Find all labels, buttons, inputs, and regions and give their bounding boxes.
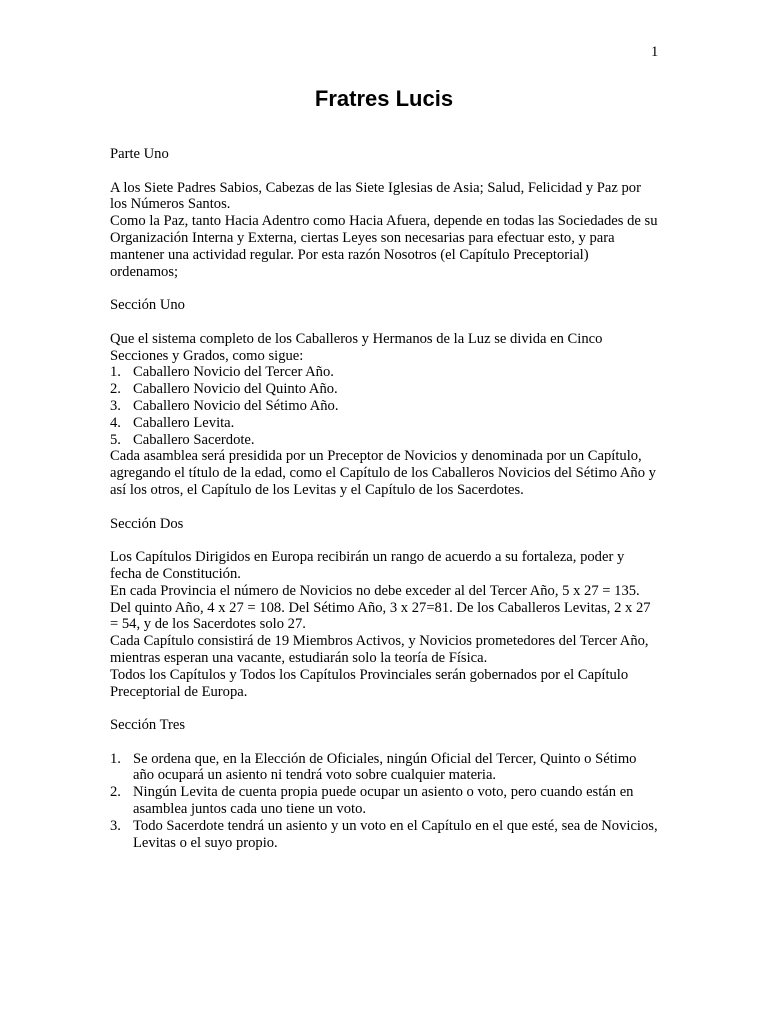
list-text: Caballero Novicio del Tercer Año.: [133, 364, 334, 381]
section2-paragraph-2: En cada Provincia el número de Novicios no debe exceder al del Tercer Año, 5 x 27 = 135. Del quinto Año, 4 x 27 = 108. Del Sétimo Año, 3 x 27=81. De los Caballeros Levitas, 2 x 27 = 54, y de los Sacerdotes solo 27.: [110, 582, 651, 633]
list-item: [110, 364, 658, 381]
page-number: 1: [651, 44, 659, 60]
list-item: [110, 398, 658, 415]
list-number: 1.: [110, 750, 121, 767]
list-item: [110, 415, 658, 432]
part-title: Parte Uno: [110, 146, 169, 162]
list-text: Caballero Novicio del Sétimo Año.: [133, 397, 339, 414]
list-text: Todo Sacerdote tendrá un asiento y un voto en el Capítulo en el que esté, sea de Novicios, Levitas o el suyo propio.: [133, 817, 658, 851]
list-number: 2.: [110, 784, 121, 801]
list-item: [110, 381, 658, 398]
list-text: Caballero Novicio del Quinto Año.: [133, 381, 338, 398]
list-text: Caballero Levita.: [133, 414, 235, 431]
document-title: Fratres Lucis: [314, 86, 454, 111]
list-number: 4.: [110, 414, 121, 431]
intro-paragraph-1: A los Siete Padres Sabios, Cabezas de las Siete Iglesias de Asia; Salud, Felicidad y Paz por los Números Santos.: [110, 179, 641, 213]
section2-paragraph-3: Cada Capítulo consistirá de 19 Miembros Activos, y Novicios prometedores del Tercer Año, mientras esperan una vacante, estudiarán solo la teoría de Física.: [110, 633, 649, 666]
section-heading-3: Sección Tres: [110, 717, 185, 734]
list-item: [110, 432, 658, 449]
list-text: Se ordena que, en la Elección de Oficiales, ningún Oficial del Tercer, Quinto o Sétimo año ocupará un asiento ni tendrá voto sobre cualquier materia.: [133, 750, 637, 784]
section-heading-1: Sección Uno: [110, 297, 185, 314]
section-heading-2: Sección Dos: [110, 515, 184, 532]
section1-paragraph-2: Cada asamblea será presidida por un Preceptor de Novicios y denominada por un Capítulo, agregando el título de la edad, como el Capítulo de los Caballeros Novicios del Sétimo Año y así los otros, el Capítulo de los Levitas y el Capítulo de los Sacerdotes.: [110, 448, 656, 498]
list-number: 2.: [110, 381, 121, 398]
list-text: Caballero Sacerdote.: [133, 431, 255, 448]
list-number: 3.: [110, 397, 121, 414]
list-number: 5.: [110, 431, 121, 448]
document-body: [110, 146, 658, 851]
section2-paragraph-1: Los Capítulos Dirigidos en Europa recibirán un rango de acuerdo a su fortaleza, poder y fecha de Constitución.: [110, 549, 625, 582]
list-item: [110, 751, 658, 785]
section2-paragraph-4: Todos los Capítulos y Todos los Capítulos Provinciales serán gobernados por el Capítulo Preceptorial de Europa.: [110, 666, 629, 700]
list-item: [110, 818, 658, 852]
list-number: 3.: [110, 817, 121, 834]
list-item: [110, 784, 658, 818]
list-text: Ningún Levita de cuenta propia puede ocupar un asiento o voto, pero cuando están en asamblea juntos cada uno tiene un voto.: [133, 784, 634, 818]
intro-paragraph-2: Como la Paz, tanto Hacia Adentro como Hacia Afuera, depende en todas las Sociedades de su Organización Interna y Externa, ciertas Leyes son necesarias para efectuar esto, y para mantener una actividad regular. Por esta razón Nosotros (el Capítulo Preceptorial) ordenamos;: [110, 213, 658, 280]
section1-paragraph-1: Que el sistema completo de los Caballeros y Hermanos de la Luz se divida en Cinco Secciones y Grados, como sigue:: [110, 330, 603, 364]
list-number: 1.: [110, 364, 121, 381]
